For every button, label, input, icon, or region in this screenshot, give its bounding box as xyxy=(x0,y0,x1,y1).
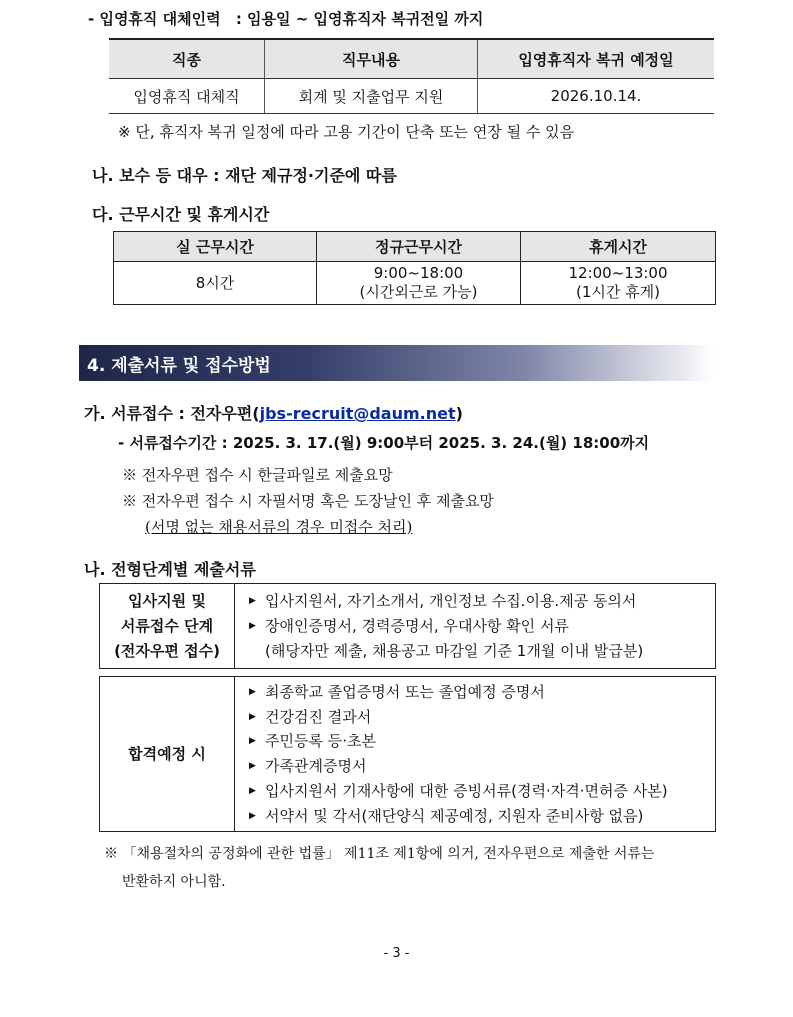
job-table-header: 직무내용 xyxy=(265,39,478,79)
job-table-header: 직종 xyxy=(109,39,265,79)
pay-heading: 나. 보수 등 대우 : 재단 제규정·기준에 따름 xyxy=(92,166,397,185)
rest-hours-note: (1시간 휴게) xyxy=(576,283,660,301)
table-row xyxy=(114,262,716,305)
list-item: ▶ 건강검진 결과서 xyxy=(243,705,668,730)
hours-table-header: 실 근무시간 xyxy=(114,232,317,262)
page-number: - 3 - xyxy=(383,946,410,961)
list-item: ▶ 최종학교 졸업증명서 또는 졸업예정 증명서 xyxy=(243,680,668,705)
section-header-bar xyxy=(79,345,715,381)
job-duty-cell: 회계 및 지출업무 지원 xyxy=(265,79,478,114)
return-date-cell: 2026.10.14. xyxy=(478,79,715,114)
law-note-line-2: 반환하지 아니함. xyxy=(122,874,226,890)
stage2-list xyxy=(243,680,668,828)
triangle-bullet-icon: ▶ xyxy=(249,596,256,606)
list-item: ▶ 서약서 및 각서(재단양식 제공예정, 지원자 준비사항 없음) xyxy=(243,804,668,829)
list-item: ▶ 주민등록 등·초본 xyxy=(243,729,668,754)
hours-heading: 다. 근무시간 및 휴게시간 xyxy=(92,205,270,224)
triangle-bullet-icon: ▶ xyxy=(249,621,256,631)
list-item-sub: (해당자만 제출, 채용공고 마감일 기준 1개월 이내 발급분) xyxy=(265,642,644,660)
stage1-box xyxy=(99,583,716,669)
triangle-bullet-icon: ▶ xyxy=(249,711,256,722)
intro-label: - 입영휴직 대체인력 xyxy=(88,10,221,28)
stage1-label-line: (전자우편 접수) xyxy=(114,641,220,660)
hours-table xyxy=(113,231,716,305)
stage1-label-line: 서류접수 단계 xyxy=(120,616,214,635)
receipt-heading-suffix: ) xyxy=(455,404,463,423)
email-link[interactable]: jbs-recruit@daum.net xyxy=(259,404,456,423)
list-item: ▶ 입사지원서 기재사항에 대한 증빙서류(경력·자격·면허증 사본) xyxy=(243,779,668,804)
list-item: ▶ 입사지원서, 자기소개서, 개인정보 수집.이용.제공 동의서 xyxy=(243,589,643,614)
regular-hours-cell xyxy=(317,262,521,305)
list-item: ▶ 장애인증명서, 경력증명서, 우대사항 확인 서류 xyxy=(243,614,643,639)
rest-hours-cell xyxy=(521,262,716,305)
stage1-list xyxy=(243,589,643,664)
job-note: ※ 단, 휴직자 복귀 일정에 따라 고용 기간이 단축 또는 연장 될 수 있음 xyxy=(118,123,575,141)
receipt-heading xyxy=(84,401,463,424)
triangle-bullet-icon: ▶ xyxy=(249,687,256,697)
triangle-bullet-icon: ▶ xyxy=(249,761,256,772)
hours-table-header: 정규근무시간 xyxy=(317,232,521,262)
triangle-bullet-icon: ▶ xyxy=(249,785,256,796)
intro-value: : 임용일 ~ 입영휴직자 복귀전일 까지 xyxy=(235,10,484,28)
job-table-header: 입영휴직자 복귀 예정일 xyxy=(478,39,715,79)
law-note-line-1: ※ 「채용절차의 공정화에 관한 법률」 제11조 제1항에 의거, 전자우편으로 제출한 서류는 xyxy=(104,846,655,862)
stage1-label-line: 입사지원 및 xyxy=(128,591,206,610)
receipt-note-1: ※ 전자우편 접수 시 한글파일로 제출요망 xyxy=(122,466,393,484)
table-row xyxy=(109,79,714,114)
triangle-bullet-icon: ▶ xyxy=(249,810,256,821)
triangle-bullet-icon: ▶ xyxy=(249,736,256,747)
regular-hours-note: (시간외근로 가능) xyxy=(359,283,478,301)
stage2-label xyxy=(100,677,235,831)
job-type-cell: 입영휴직 대체직 xyxy=(109,79,265,114)
actual-hours-cell: 8시간 xyxy=(114,262,317,305)
regular-hours-time: 9:00~18:00 xyxy=(373,264,464,282)
stage2-box xyxy=(99,676,716,832)
receipt-heading-prefix: 가. 서류접수 : 전자우편( xyxy=(84,404,260,423)
stage2-label-line: 합격예정 시 xyxy=(128,744,206,763)
receipt-period: - 서류접수기간 : 2025. 3. 17.(월) 9:00부터 2025. 3. 24.(월) 18:00까지 xyxy=(118,434,650,452)
hours-table-header: 휴게시간 xyxy=(521,232,716,262)
intro-line xyxy=(88,8,483,29)
section-title: 4. 제출서류 및 접수방법 xyxy=(87,356,271,376)
receipt-note-3: (서명 없는 채용서류의 경우 미접수 처리) xyxy=(145,518,413,536)
docs-heading: 나. 전형단계별 제출서류 xyxy=(84,560,256,579)
stage1-label xyxy=(100,584,235,668)
receipt-note-2: ※ 전자우편 접수 시 자필서명 혹은 도장날인 후 제출요망 xyxy=(122,492,494,510)
list-item: ▶ 가족관계증명서 xyxy=(243,754,668,779)
rest-hours-time: 12:00~13:00 xyxy=(568,264,668,282)
job-table xyxy=(109,38,714,114)
